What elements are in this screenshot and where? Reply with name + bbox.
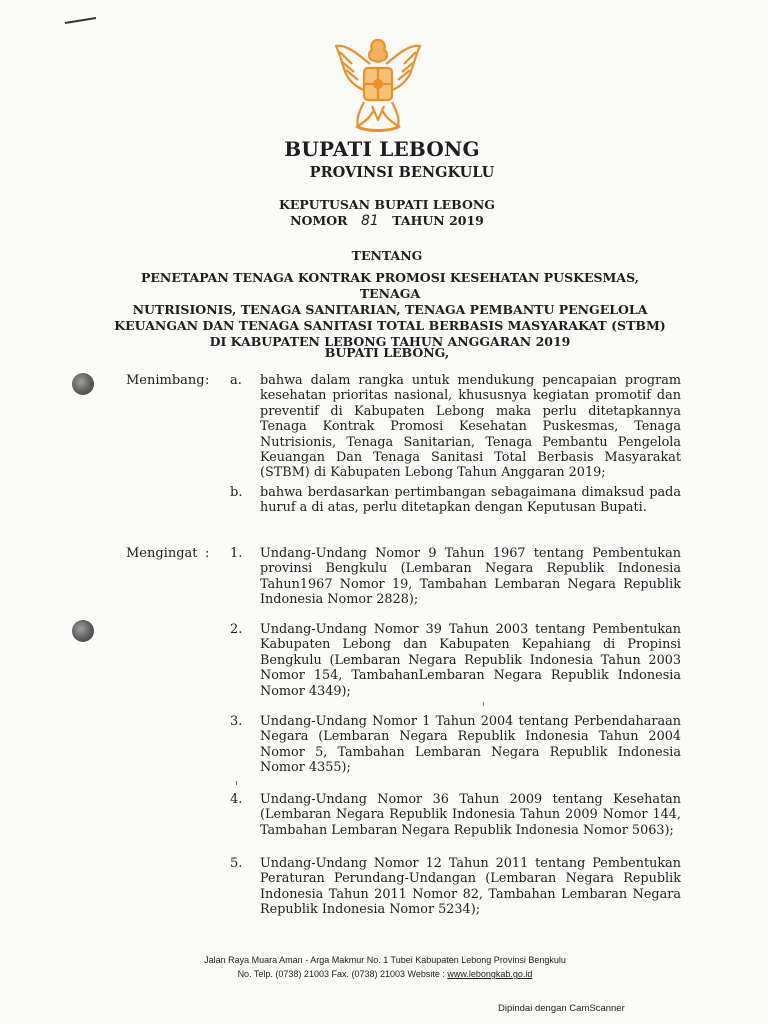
item-marker: 3. — [230, 714, 243, 729]
item-marker: a. — [230, 373, 242, 388]
item-marker: 1. — [230, 546, 243, 561]
mengingat-item-5: Undang-Undang Nomor 12 Tahun 2011 tentang Pembentukan Peraturan Perundang-Undangan (Lembaran Negara Republik Indonesia Tahun 2011 Nomor 82, Tambahan Lembaran Negara Republik Indonesia Nomor 5234); — [260, 856, 681, 918]
colon: : — [205, 373, 210, 388]
item-marker: 2. — [230, 622, 243, 637]
footer-contact — [150, 969, 620, 979]
subject-line: NUTRISIONIS, TENAGA SANITARIAN, TENAGA PEMBANTU PENGELOLA — [132, 302, 648, 317]
number-value-handwritten: 81 — [360, 213, 379, 229]
decree-title: KEPUTUSAN BUPATI LEBONG — [279, 197, 495, 212]
issuer-heading: BUPATI LEBONG, — [324, 345, 450, 360]
footer-contact-text: No. Telp. (0738) 21003 Fax. (0738) 21003 Website : — [237, 969, 448, 979]
garuda-crest-icon — [330, 34, 426, 136]
mengingat-item-3: Undang-Undang Nomor 1 Tahun 2004 tentang Perbendaharaan Negara (Lembaran Negara Republik Indonesia Tahun 2004 Nomor 5, Tambahan Lembaran Negara Republik Indonesia Nomor 4355); — [260, 714, 681, 776]
subject-line: PENETAPAN TENAGA KONTRAK PROMOSI KESEHATAN PUSKESMAS, TENAGA — [141, 270, 639, 301]
item-marker: 5. — [230, 856, 243, 871]
item-marker: b. — [230, 485, 243, 500]
footer-address: Jalan Raya Muara Aman - Arga Makmur No. 1 Tubei Kabupaten Lebong Provinsi Bengkulu — [204, 955, 566, 965]
stray-mark — [236, 781, 237, 785]
mengingat-item-1: Undang-Undang Nomor 9 Tahun 1967 tentang Pembentukan provinsi Bengkulu (Lembaran Negara Republik Indonesia Tahun1967 Nomor 19, Tambahan Lembaran Negara Republik Indonesia Nomor 2828); — [260, 546, 681, 608]
menimbang-label: Menimbang — [126, 373, 205, 388]
mengingat-item-4: Undang-Undang Nomor 36 Tahun 2009 tentang Kesehatan (Lembaran Negara Republik Indonesia Tahun 2009 Nomor 144, Tambahan Lembaran Negara Republik Indonesia Nomor 5063); — [260, 792, 681, 838]
subject-line: DI KABUPATEN LEBONG TAHUN ANGGARAN 2019 — [209, 334, 571, 349]
subject-line: KEUANGAN DAN TENAGA SANITASI TOTAL BERBASIS MASYARAKAT (STBM) — [114, 318, 666, 333]
mengingat-label: Mengingat — [126, 546, 198, 561]
scanner-watermark: Dipindai dengan CamScanner — [498, 1003, 625, 1014]
punch-hole-icon — [72, 620, 94, 642]
year-label: TAHUN 2019 — [392, 213, 484, 228]
decree-subject — [110, 270, 670, 350]
menimbang-item-a: bahwa dalam rangka untuk mendukung pencapaian program kesehatan prioritas nasional, khususnya kegiatan promotif dan preventif di Kabupaten Lebong maka perlu ditetapkannya Tenaga Kontrak Promosi Kesehatan Puskesmas, Tenaga Nutrisionis, Tenaga Sanitarian, Tenaga Pembantu Pengelola Keuangan Dan Tenaga Sanitasi Total Berbasis Masyarakat (STBM) di Kabupaten Lebong Tahun Anggaran 2019; — [260, 373, 681, 481]
mengingat-item-2: Undang-Undang Nomor 39 Tahun 2003 tentang Pembentukan Kabupaten Lebong dan Kabupaten Kepahiang di Propinsi Bengkulu (Lembaran Negara Republik Indonesia Tahun 2003 Nomor 154, TambahanLembaran Negara Republik Indonesia Nomor 4349); — [260, 622, 681, 699]
issuer-title: BUPATI LEBONG — [284, 137, 480, 161]
province-title: PROVINSI BENGKULU — [309, 164, 495, 181]
colon: : — [205, 546, 210, 561]
about-heading: TENTANG — [351, 248, 423, 263]
number-label: NOMOR — [290, 213, 348, 228]
item-marker: 4. — [230, 792, 243, 807]
punch-hole-icon — [72, 373, 94, 395]
menimbang-item-b: bahwa berdasarkan pertimbangan sebagaimana dimaksud pada huruf a di atas, perlu ditetapkan dengan Keputusan Bupati. — [260, 485, 681, 516]
decree-number — [262, 213, 512, 229]
pen-mark — [64, 16, 98, 26]
website-link[interactable]: www.lebongkab.go.id — [447, 969, 533, 979]
stray-mark — [483, 702, 484, 706]
